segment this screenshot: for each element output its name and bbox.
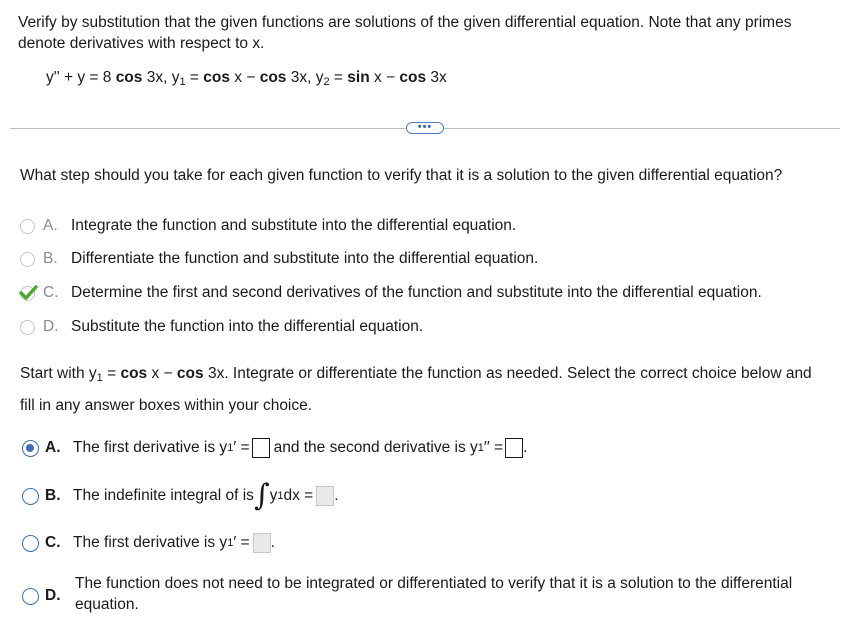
radio-button[interactable] (20, 252, 35, 267)
correct-check-icon (20, 286, 35, 301)
option-text: Substitute the function into the differential equation. (71, 318, 424, 335)
differential-equation: y'' + y = 8 cos 3x, $y_1 = \cos x - \cos 3x$, $y_2 = \sin x - \cos 3x$ (46, 69, 447, 88)
q1-option-d[interactable] (20, 316, 423, 338)
q2-option-c[interactable]: C. The first derivative is y 1 ′ = . (22, 533, 275, 553)
radio-button-selected[interactable] (22, 440, 39, 457)
option-letter: C. (43, 284, 59, 301)
q2-option-a[interactable]: A. The first derivative is y 1 ′ = and the second derivative is y 1 ′′ = . (22, 438, 527, 458)
q2-option-d[interactable] (22, 587, 73, 605)
prompt-line-1: Verify by substitution that the given functions are solutions of the given differential equation. Note that any primes (18, 14, 792, 31)
q1-option-a[interactable] (20, 215, 516, 237)
expand-more-button[interactable]: ••• (406, 122, 444, 134)
q1-option-c[interactable] (20, 282, 762, 304)
option-text: Integrate the function and substitute into the differential equation. (71, 217, 517, 234)
option-letter: A. (43, 217, 58, 234)
option-letter: B. (45, 487, 61, 504)
option-text: Differentiate the function and substitute into the differential equation. (71, 250, 539, 267)
question-2-intro: Start with $y_1 = \cos x - \cos 3x$. Integrate or differentiate the function as needed. Select the correct choice below and fill in any answer boxes within your choice. (20, 365, 812, 414)
radio-button[interactable] (20, 219, 35, 234)
first-derivative-answer-box[interactable] (253, 533, 271, 553)
q2-option-b[interactable]: B. The indefinite integral of is ∫ y 1 dx = . (22, 486, 339, 506)
radio-button[interactable] (22, 488, 39, 505)
q2-option-d-text: The function does not need to be integrated or differentiated to verify that it is a solution to the differential equation. (75, 575, 793, 613)
problem-prompt (18, 12, 838, 54)
divider (444, 128, 840, 129)
option-letter: D. (43, 318, 59, 335)
radio-button[interactable] (22, 588, 39, 605)
option-letter: A. (45, 439, 61, 456)
radio-button[interactable] (22, 535, 39, 552)
second-derivative-answer-box[interactable] (505, 438, 523, 458)
question-1-text: What step should you take for each given function to verify that it is a solution to the given differential equation? (20, 167, 783, 184)
divider (10, 128, 406, 129)
q1-option-b[interactable] (20, 248, 538, 270)
integral-answer-box[interactable] (316, 486, 334, 506)
radio-button[interactable] (20, 320, 35, 335)
prompt-line-2: denote derivatives with respect to x. (18, 35, 265, 52)
option-letter: C. (45, 534, 61, 551)
first-derivative-answer-box[interactable] (252, 438, 270, 458)
option-letter: D. (45, 587, 61, 604)
option-letter: B. (43, 250, 58, 267)
integral-symbol: ∫ (253, 478, 270, 513)
option-text: Determine the first and second derivatives of the function and substitute into the differential equation. (71, 284, 762, 301)
